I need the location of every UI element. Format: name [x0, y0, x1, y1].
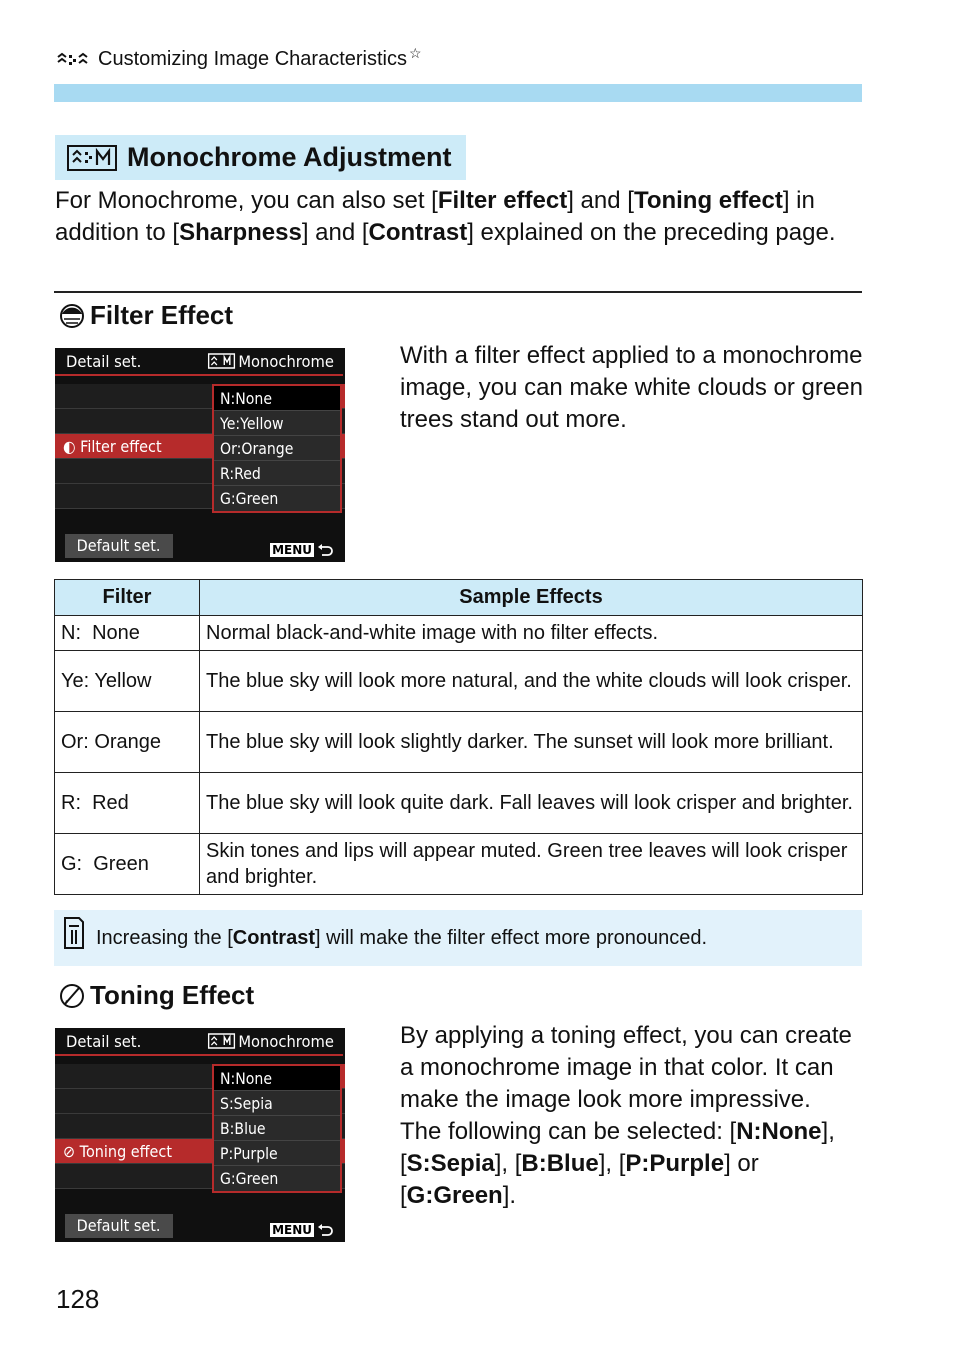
toning-icon	[58, 982, 86, 1010]
note-text	[94, 927, 707, 950]
text-run: ] explained on the preceding page.	[467, 219, 836, 246]
camera-title-right	[208, 1032, 334, 1051]
camera-option-text: P:Purple	[220, 1144, 278, 1163]
camera-menu-back[interactable]	[270, 543, 333, 557]
section-title	[55, 135, 466, 180]
bold-term: B:Blue	[521, 1150, 599, 1177]
text-run: For Monochrome, you can also set [	[55, 187, 438, 214]
bold-term: Sharpness	[179, 219, 302, 246]
divider	[54, 291, 862, 293]
section-title-text: Monochrome Adjustment	[127, 142, 452, 172]
effect-cell: Normal black-and-white image with no filter effects.	[200, 616, 863, 651]
text-run: ] or [	[400, 1150, 759, 1209]
camera-option-text: G:Green	[220, 489, 279, 508]
bold-term: S:Sepia	[406, 1150, 495, 1177]
camera-option[interactable]	[214, 411, 340, 436]
intro-paragraph	[55, 185, 865, 249]
page-number: 128	[56, 1284, 100, 1314]
table-header-filter: Filter	[55, 580, 200, 616]
camera-option-text: N:None	[220, 1069, 273, 1088]
text-run: ].	[502, 1182, 517, 1209]
camera-option[interactable]	[214, 1141, 340, 1166]
filter-cell: Ye: Yellow	[55, 651, 200, 712]
camera-row-label-text: Filter effect	[80, 437, 162, 456]
note-icon-wrap	[54, 910, 94, 950]
filter-icon	[58, 302, 86, 330]
text-run: The following can be selected: [	[400, 1118, 737, 1145]
text-run: ] will make the filter effect more pronounced.	[314, 926, 708, 949]
filter-cell: G: Green	[55, 834, 200, 895]
header-bar	[54, 84, 862, 102]
text-run: ] and [	[567, 187, 634, 214]
camera-option-text: G:Green	[220, 1169, 279, 1188]
camera-option[interactable]	[214, 486, 340, 511]
camera-title-left: Detail set.	[66, 351, 142, 371]
bold-term: P:Purple	[625, 1150, 725, 1177]
table-row	[55, 773, 863, 834]
toning-effect-heading	[58, 980, 254, 1011]
text-run: ], [	[598, 1150, 626, 1177]
table-header-row	[55, 580, 863, 616]
camera-title-bar	[55, 348, 343, 376]
filter-effect-heading-text: Filter Effect	[90, 300, 234, 330]
monochrome-style-icon	[208, 1033, 236, 1049]
camera-option[interactable]	[214, 461, 340, 486]
memo-icon	[63, 916, 85, 950]
camera-option[interactable]	[214, 1116, 340, 1141]
camera-default-label: Default set.	[77, 536, 161, 555]
monochrome-style-icon	[67, 145, 117, 171]
monochrome-style-icon	[208, 353, 236, 369]
header-title: Customizing Image Characteristics	[98, 48, 407, 70]
camera-option-text: S:Sepia	[220, 1094, 273, 1113]
text-run: ], [	[400, 1118, 835, 1177]
table-row	[55, 834, 863, 895]
camera-menu-back[interactable]	[270, 1223, 333, 1237]
camera-option-text: R:Red	[220, 464, 261, 483]
camera-row-label: ◐ Filter effect	[63, 437, 162, 456]
effect-cell: Skin tones and lips will appear muted. Green tree leaves will look crisper and brighter.	[200, 834, 863, 895]
camera-option[interactable]	[214, 436, 340, 461]
filter-cell: Or: Orange	[55, 712, 200, 773]
camera-option-text: B:Blue	[220, 1119, 266, 1138]
camera-option-text: Ye:Yellow	[220, 414, 284, 433]
text-run: Increasing the [	[96, 926, 233, 949]
camera-screen-toning	[55, 1028, 345, 1242]
star-mark: ☆	[409, 45, 422, 61]
table-row	[55, 712, 863, 773]
bold-term: Contrast	[368, 219, 468, 246]
camera-row-label: ⊘ Toning effect	[63, 1142, 172, 1161]
camera-title-right-text: Monochrome	[238, 351, 334, 371]
camera-option[interactable]	[214, 1066, 340, 1091]
filter-cell: R: Red	[55, 773, 200, 834]
table-header-effects: Sample Effects	[200, 580, 863, 616]
filter-description: With a filter effect applied to a monochrome image, you can make white clouds or green trees stand out more.	[400, 342, 863, 433]
table-row	[55, 651, 863, 712]
effect-cell: The blue sky will look quite dark. Fall leaves will look crisper and brighter.	[200, 773, 863, 834]
camera-title-bar	[55, 1028, 343, 1056]
filter-table	[54, 579, 863, 895]
camera-screen-filter	[55, 348, 345, 562]
camera-option-text: N:None	[220, 389, 273, 408]
bold-term: N:None	[736, 1118, 822, 1145]
camera-title-right-text: Monochrome	[238, 1031, 334, 1051]
camera-row-label-text: Toning effect	[79, 1142, 172, 1161]
camera-scroll-indicator	[342, 384, 345, 408]
effect-cell: The blue sky will look more natural, and the white clouds will look crisper.	[200, 651, 863, 712]
menu-label: MENU	[272, 543, 312, 557]
effect-cell: The blue sky will look slightly darker. The sunset will look more brilliant.	[200, 712, 863, 773]
toning-description	[400, 1020, 865, 1212]
bold-term: Filter effect	[437, 187, 568, 214]
return-icon	[317, 544, 333, 556]
camera-option[interactable]	[214, 386, 340, 411]
bold-term: Toning effect	[633, 187, 783, 214]
text-run: ] and [	[301, 219, 369, 246]
camera-title-right	[208, 352, 334, 371]
camera-option[interactable]	[214, 1091, 340, 1116]
filter-cell: N: None	[55, 616, 200, 651]
note-box	[54, 910, 862, 966]
camera-default-button[interactable]	[65, 1214, 173, 1238]
return-icon	[317, 1224, 333, 1236]
text-run: ] in addition to [	[55, 187, 815, 246]
bold-term: G:Green	[406, 1182, 503, 1209]
camera-title-left: Detail set.	[66, 1031, 142, 1051]
camera-options-list	[212, 384, 342, 513]
camera-option-text: Or:Orange	[220, 439, 294, 458]
text-run: ], [	[494, 1150, 522, 1177]
text-run: By applying a toning effect, you can create a monochrome image in that color. It can make the image look more impressive.	[400, 1022, 852, 1113]
bold-term: Contrast	[232, 926, 315, 949]
camera-option[interactable]	[214, 1166, 340, 1191]
filter-effect-heading	[58, 300, 233, 331]
toning-effect-heading-text: Toning Effect	[90, 980, 255, 1010]
camera-scroll-indicator	[342, 1064, 345, 1088]
picture-style-icon	[56, 52, 90, 68]
camera-default-label: Default set.	[77, 1216, 161, 1235]
camera-default-button[interactable]	[65, 534, 173, 558]
table-row	[55, 616, 863, 651]
running-header	[56, 45, 422, 71]
camera-options-list	[212, 1064, 342, 1193]
menu-label: MENU	[272, 1223, 312, 1237]
